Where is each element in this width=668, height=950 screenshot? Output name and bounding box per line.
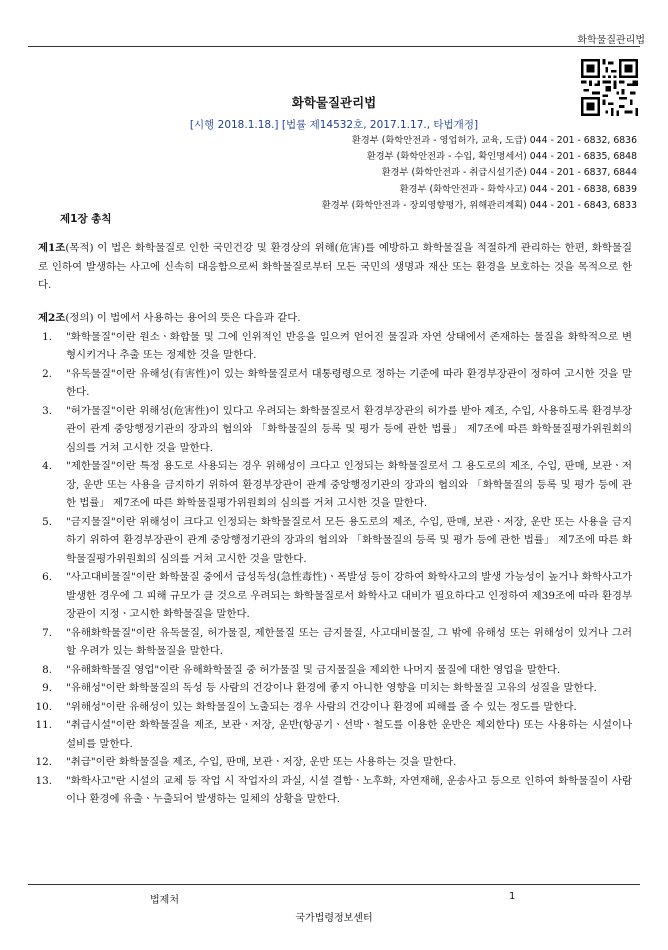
- item-number: 5.: [42, 515, 52, 528]
- document-title: 화학물질관리법: [291, 95, 377, 110]
- item-number: 1.: [42, 330, 52, 343]
- article-2-intro-line: [38, 309, 632, 328]
- definition-item: [35, 698, 632, 717]
- item-number: 13.: [35, 774, 52, 787]
- ministry-contact-row: 환경부 (화학안전과 - 취급시설기준) 044 - 201 - 6837, 6844: [381, 167, 637, 179]
- item-number: 9.: [42, 682, 52, 694]
- chapter-heading: 제1장 총칙: [60, 213, 112, 225]
- definition-item: [38, 402, 632, 458]
- definition-item: [35, 772, 632, 809]
- effective-date-info: [시행 2018.1.18.] [법률 제14532호, 2017.1.17., 타법개정]: [189, 119, 479, 131]
- item-number: 10.: [35, 700, 52, 713]
- footer-center-text: 국가법령정보센터: [295, 913, 373, 924]
- ministry-contact-row: 환경부 (화학안전과 - 수입, 확인명세서) 044 - 201 - 6835, 6848: [366, 151, 637, 163]
- definition-item: [38, 513, 632, 569]
- item-number: 11.: [35, 719, 52, 731]
- header-divider: [28, 46, 640, 47]
- ministry-contact-row: 환경부 (화학안전과 - 영업허가, 교육, 도급) 044 - 201 - 6832, 6836: [351, 135, 637, 146]
- item-text: "취급"이란 화학물질을 제조, 수입, 판매, 보관ㆍ저장, 운반 또는 사용하는 것을 말한다.: [66, 756, 457, 768]
- item-number: 7.: [42, 626, 52, 639]
- item-text: "유해화학물질 영업"이란 유해화학물질 중 허가물질 및 금지물질을 제외한 나머지 물질에 대한 영업을 말한다.: [66, 663, 561, 676]
- ministry-contact-row: 환경부 (화학안전과 - 화학사고) 044 - 201 - 6838, 6839: [399, 183, 637, 195]
- footer-divider: [28, 884, 640, 885]
- article-1-number: 제1조: [38, 242, 66, 254]
- header-doc-name: 화학물질관리법: [577, 35, 645, 46]
- item-text: "금지물질"이란 위해성이 크다고 인정되는 화학물질로서 모든 용도로의 제조, 수입, 판매, 보관ㆍ저장, 운반 또는 사용을 금지하기 위하여 환경부장관이 관계 중앙행정기관의 장과의 협의와 「화학물질의 등록 및 평가 등에 관한 법률」 제7조에 따른 화학물질평가위원회의 심의를 거쳐 고시한 것을 말한다.: [66, 515, 632, 565]
- definition-item: [38, 457, 632, 513]
- article-1: [38, 239, 632, 295]
- definition-item: [38, 661, 632, 680]
- item-text: "위해성"이란 유해성이 있는 화학물질이 노출되는 경우 사람의 건강이나 환경에 피해를 줄 수 있는 정도를 말한다.: [66, 700, 577, 713]
- definition-item: [35, 753, 632, 772]
- item-text: "화학사고"란 시설의 교체 등 작업 시 작업자의 과실, 시설 결함ㆍ노후화, 자연재해, 운송사고 등으로 인하여 화학물질이 사람이나 환경에 유출ㆍ누출되어 발생하는 일체의 상황을 말한다.: [66, 774, 632, 805]
- article-2-intro: (정의) 이 법에서 사용하는 용어의 뜻은 다음과 같다.: [65, 312, 301, 324]
- item-number: 12.: [35, 756, 52, 768]
- definition-item: [38, 568, 632, 624]
- item-text: "허가물질"이란 위해성(危害性)이 있다고 우려되는 화학물질로서 환경부장관의 허가를 받아 제조, 수입, 사용하도록 환경부장관이 관계 중앙행정기관의 장과의 협의와 「화학물질의 등록 및 평가 등에 관한 법률」 제7조에 따른 화학물질평가위원회의 심의를 거쳐 고시한 것을 말한다.: [66, 404, 632, 454]
- item-text: "취급시설"이란 화학물질을 제조, 보관ㆍ저장, 운반(항공기ㆍ선박ㆍ철도를 이용한 운반은 제외한다) 또는 사용하는 시설이나 설비를 말한다.: [66, 719, 632, 750]
- item-text: "유해화학물질"이란 유독물질, 허가물질, 제한물질 또는 금지물질, 사고대비물질, 그 밖에 유해성 또는 위해성이 있거나 그러할 우려가 있는 화학물질을 말한다.: [66, 626, 632, 657]
- article-2: [35, 309, 632, 809]
- article-1-body: (목적) 이 법은 화학물질로 인한 국민건강 및 환경상의 위해(危害)를 예방하고 화학물질을 적절하게 관리하는 한편, 화학물질로 인하여 발생하는 사고에 신속히 대응함으로써 화학물질로부터 모든 국민의 생명과 재산 또는 환경을 보호하는 것을 목적으로 한다.: [38, 242, 632, 291]
- definition-item: [38, 624, 632, 661]
- definition-item: [38, 679, 632, 698]
- definition-item: [38, 365, 632, 402]
- definition-item: [38, 328, 632, 365]
- article-2-number: 제2조: [38, 312, 66, 324]
- item-text: "화학물질"이란 원소ㆍ화합물 및 그에 인위적인 반응을 일으켜 얻어진 물질과 자연 상태에서 존재하는 물질을 화학적으로 변형시키거나 추출 또는 정제한 것을 말한다.: [66, 330, 632, 361]
- definition-list: [35, 328, 632, 809]
- definition-item: [35, 716, 632, 753]
- item-text: "유독물질"이란 유해성(有害性)이 있는 화학물질로서 대통령령으로 정하는 기준에 따라 환경부장관이 정하여 고시한 것을 말한다.: [66, 367, 632, 398]
- item-number: 3.: [42, 404, 52, 417]
- item-number: 8.: [42, 663, 52, 676]
- ministry-contacts: [322, 133, 637, 214]
- item-number: 6.: [42, 571, 52, 583]
- item-number: 2.: [42, 367, 52, 380]
- item-number: 4.: [42, 460, 52, 472]
- item-text: "제한물질"이란 특정 용도로 사용되는 경우 위해성이 크다고 인정되는 화학물질로서 그 용도로의 제조, 수입, 판매, 보관ㆍ저장, 운반 또는 사용을 금지하기 위하여 환경부장관이 관계 중앙행정기관의 장과의 협의와 「화학물질의 등록 및 평가 등에 관한 법률」 제7조에 따른 화학물질평가위원회의 심의를 거쳐 고시한 것을 말한다.: [66, 460, 632, 509]
- page-number: 1: [509, 891, 516, 902]
- item-text: "사고대비물질"이란 화학물질 중에서 급성독성(急性毒性)ㆍ폭발성 등이 강하여 화학사고의 발생 가능성이 높거나 화학사고가 발생한 경우에 그 피해 규모가 클 것으로 우려되는 화학물질로서 화학사고 대비가 필요하다고 인정하여 제39조에 따라 환경부장관이 지정ㆍ고시한 화학물질을 말한다.: [66, 571, 632, 620]
- footer-source: 법제처: [150, 895, 179, 906]
- ministry-contact-row: 환경부 (화학안전과 - 장외영향평가, 위해관리계획) 044 - 201 - 6843, 6833: [321, 199, 637, 211]
- item-text: "유해성"이란 화학물질의 독성 등 사람의 건강이나 환경에 좋지 아니한 영향을 미치는 화학물질 고유의 성질을 말한다.: [66, 682, 597, 694]
